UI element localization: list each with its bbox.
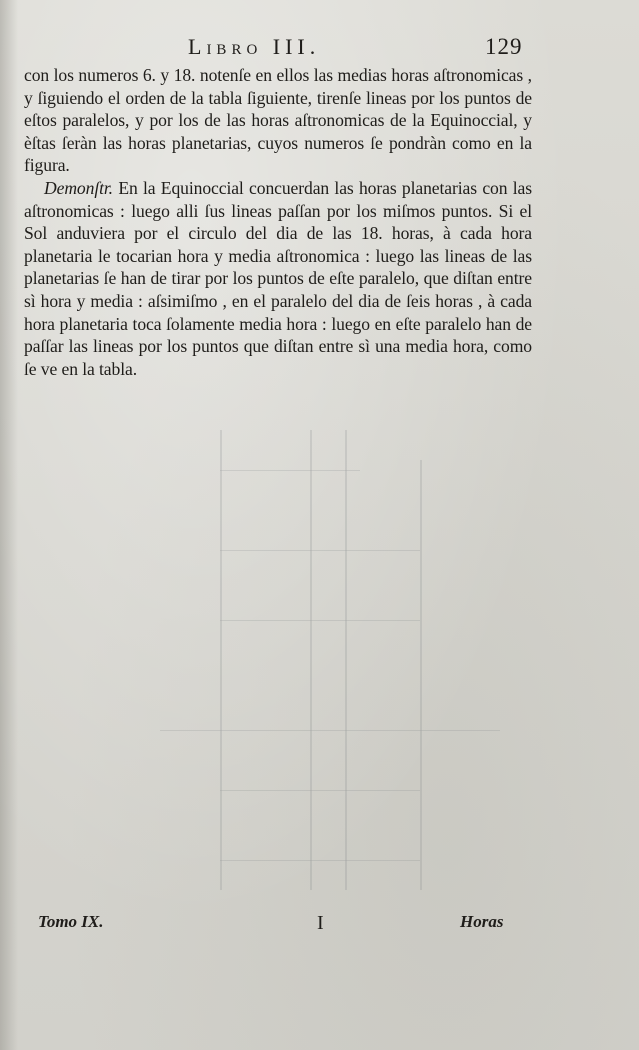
running-title: Libro III.	[188, 34, 321, 59]
gutter-shadow	[0, 0, 18, 1050]
bleed-through-table	[160, 430, 520, 900]
signature-mark: I	[317, 912, 324, 934]
volume-mark: Tomo IX.	[38, 912, 104, 931]
main-text	[24, 64, 532, 380]
paragraph-1: con los numeros 6. y 18. notenſe en ellos las medias horas aſtronomicas , y ſiguiendo el orden de la tabla ſiguiente, tirenſe lineas por los puntos de eſtos paralelos, y por los de las horas aſtronomicas de la Equinoccial, y èſtas ſeràn las horas planetarias, cuyos numeros ſe pondràn como en la figura.	[24, 65, 532, 176]
catchword: Horas	[460, 912, 504, 931]
running-header	[0, 34, 639, 64]
demonstration-label: Demonſtr.	[44, 177, 113, 198]
paragraph-2-text: En la Equinoccial concuerdan las horas planetarias con las aſtronomicas : luego alli ſus lineas paſſan por los miſmos puntos. Si el Sol anduviera por el circulo del dia de las 18. horas, à cada hora planetaria le tocarian hora y media aſtronomica : luego las lineas de las planetarias ſe han de tirar por los puntos de eſte paralelo, que diſtan entre sì hora y media : aſsimiſmo , en el paralelo del dia de ſeis horas , à cada hora planetaria toca ſolamente media hora : luego en eſte paralelo han de paſſar las lineas por los puntos que diſtan entre sì una media hora, como ſe ve en la tabla.	[24, 177, 532, 379]
paragraph-2	[24, 177, 532, 380]
page-number: 129	[485, 34, 523, 59]
page-footer	[0, 912, 639, 938]
